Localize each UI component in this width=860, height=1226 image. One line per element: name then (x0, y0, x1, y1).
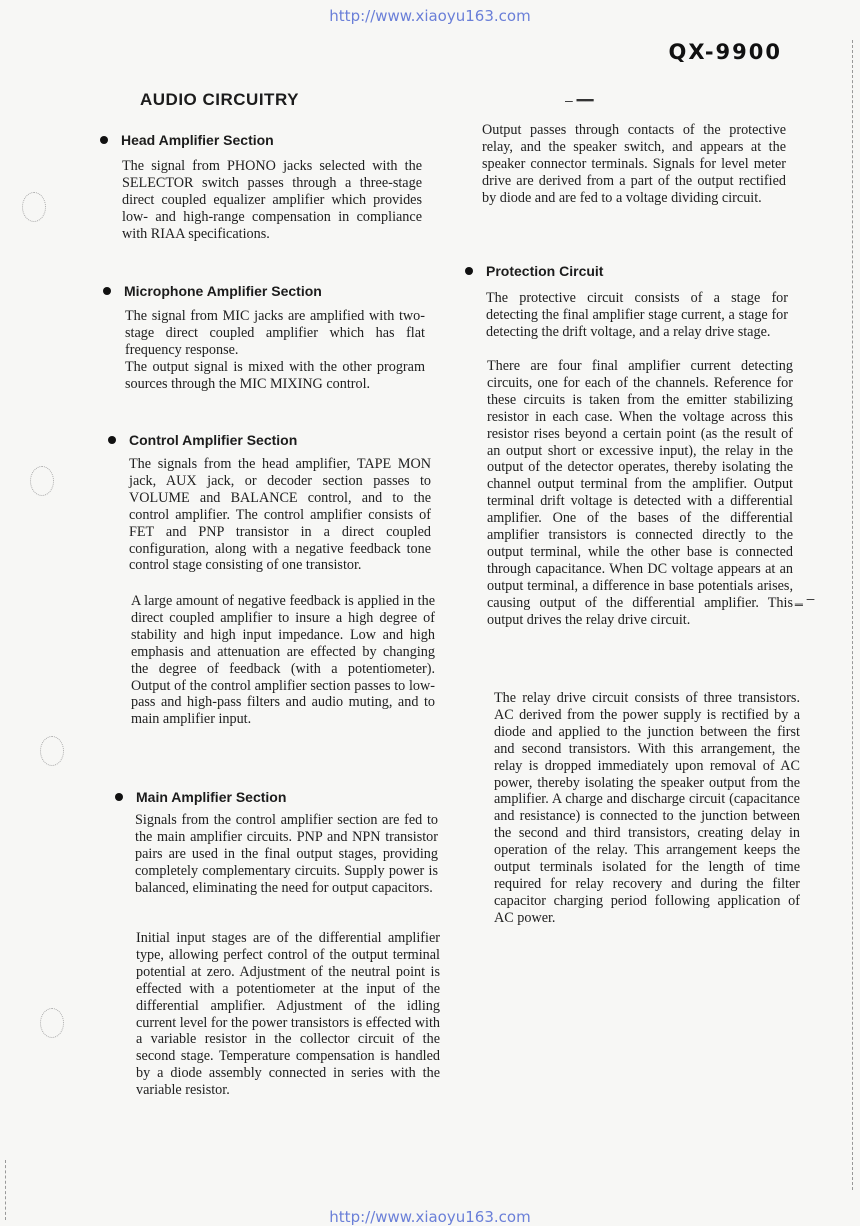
scan-edge (852, 40, 853, 1190)
stray-mark: ‗ ‒ (795, 590, 815, 606)
watermark (40, 95, 55, 157)
stray-mark: – ━━ (565, 92, 594, 108)
model-number: QX-9900 (668, 40, 782, 64)
main-amplifier-text-1: Signals from the control amplifier section are fed to the main amplifier circuits. PNP and NPN transistor pairs are used in the final output stages, providing completely complementary circuits. Supply power is balanced, eliminating the need for output capacitors. (135, 812, 438, 896)
bullet-icon (100, 136, 108, 144)
output-text: Output passes through contacts of the protective relay, and the speaker switch, and appears at the speaker connector terminals. Signals for level meter drive are derived from a part of the output rectified by diode and are fed to a voltage dividing circuit. (482, 122, 786, 206)
heading-main-amplifier: Main Amplifier Section (115, 789, 286, 805)
heading-protection-circuit: Protection Circuit (465, 263, 603, 279)
bullet-icon (115, 793, 123, 801)
source-url-top[interactable]: http://www.xiaoyu163.com (329, 7, 531, 25)
punch-hole (30, 466, 54, 496)
control-text-1: The signals from the head amplifier, TAPE MON jack, AUX jack, or decoder section passes to VOLUME and BALANCE control, and to the control amplifier. The control amplifier consists of FET and PNP transistor in a direct coupled configuration, along with a negative feedback tone control stage consisting of one transistor. (129, 456, 431, 574)
head-amplifier-text: The signal from PHONO jacks selected with the SELECTOR switch passes through a three-stage direct coupled equalizer amplifier which provides low- and high-range compensation in compliance with RIAA specifications. (122, 158, 422, 242)
protection-text-3: The relay drive circuit consists of three transistors. AC derived from the power supply is rectified by a diode and applied to the junction between the first and second transistors. With this arrangement, the relay is dropped immediately upon removal of AC power, thereby isolating the speaker output from the amplifier. A charge and discharge circuit (capacitance and resistance) is connected to the junction between the second and third transistors, creating delay in operation of the relay. This arrangement keeps the output terminals isolated for the length of time required for relay recovery and during the filter capacitor charging period following application of AC power. (494, 690, 800, 926)
heading-head-amplifier: Head Amplifier Section (100, 132, 274, 148)
punch-hole (40, 1008, 64, 1038)
heading-microphone-amplifier: Microphone Amplifier Section (103, 283, 322, 299)
page-title: AUDIO CIRCUITRY (140, 90, 299, 109)
protection-text-2: There are four final amplifier current detecting circuits, one for each of the channels. Reference for these circuits is taken from the emitter stabilizing resistor in each case. When the voltage across this resistor rises beyond a certain point (as the result of an output short or excessive input), the relay in the output of the detector operates, thereby isolating the channel output terminal from the amplifier. Output terminal drift voltage is detected with a differential amplifier. One of the bases of the differential amplifier transistors is connected directly to the output terminal, while the other base is connected through capacitance. When DC voltage appears at an output terminal, a difference in base potentials arises, causing output of the differential amplifier. This output drives the relay drive circuit. (487, 358, 793, 628)
punch-hole (40, 736, 64, 766)
protection-text-1: The protective circuit consists of a stage for detecting the final amplifier stage current, a stage for detecting the drift voltage, and a relay drive stage. (486, 290, 788, 340)
main-amplifier-text-2: Initial input stages are of the differential amplifier type, allowing perfect control of the output terminal potential at zero. Adjustment of the neutral point is effected with a potentiometer at the input of the differential amplifier. Adjustment of the idling current level for the power transistors is effected with a variable resistor in the collector circuit of the second stage. Temperature compensation is handled by a diode assembly connected in series with the variable resistor. (136, 930, 440, 1099)
control-text-2: A large amount of negative feedback is applied in the direct coupled amplifier to insure a high degree of stability and high input impedance. Low and high emphasis and attenuation are effected by changing the degree of feedback (with a potentiometer). Output of the control amplifier section passes to low-pass and high-pass filters and audio muting, and to main amplifier input. (131, 593, 435, 728)
microphone-text-2: The output signal is mixed with the other program sources through the MIC MIXING control. (125, 359, 425, 392)
microphone-text-1: The signal from MIC jacks are amplified with two-stage direct coupled amplifier which has flat frequency response. (125, 308, 425, 358)
bullet-icon (108, 436, 116, 444)
punch-hole (22, 192, 46, 222)
bullet-icon (465, 267, 473, 275)
bullet-icon (103, 287, 111, 295)
source-url-bottom[interactable]: http://www.xiaoyu163.com (329, 1208, 531, 1226)
heading-control-amplifier: Control Amplifier Section (108, 432, 297, 448)
